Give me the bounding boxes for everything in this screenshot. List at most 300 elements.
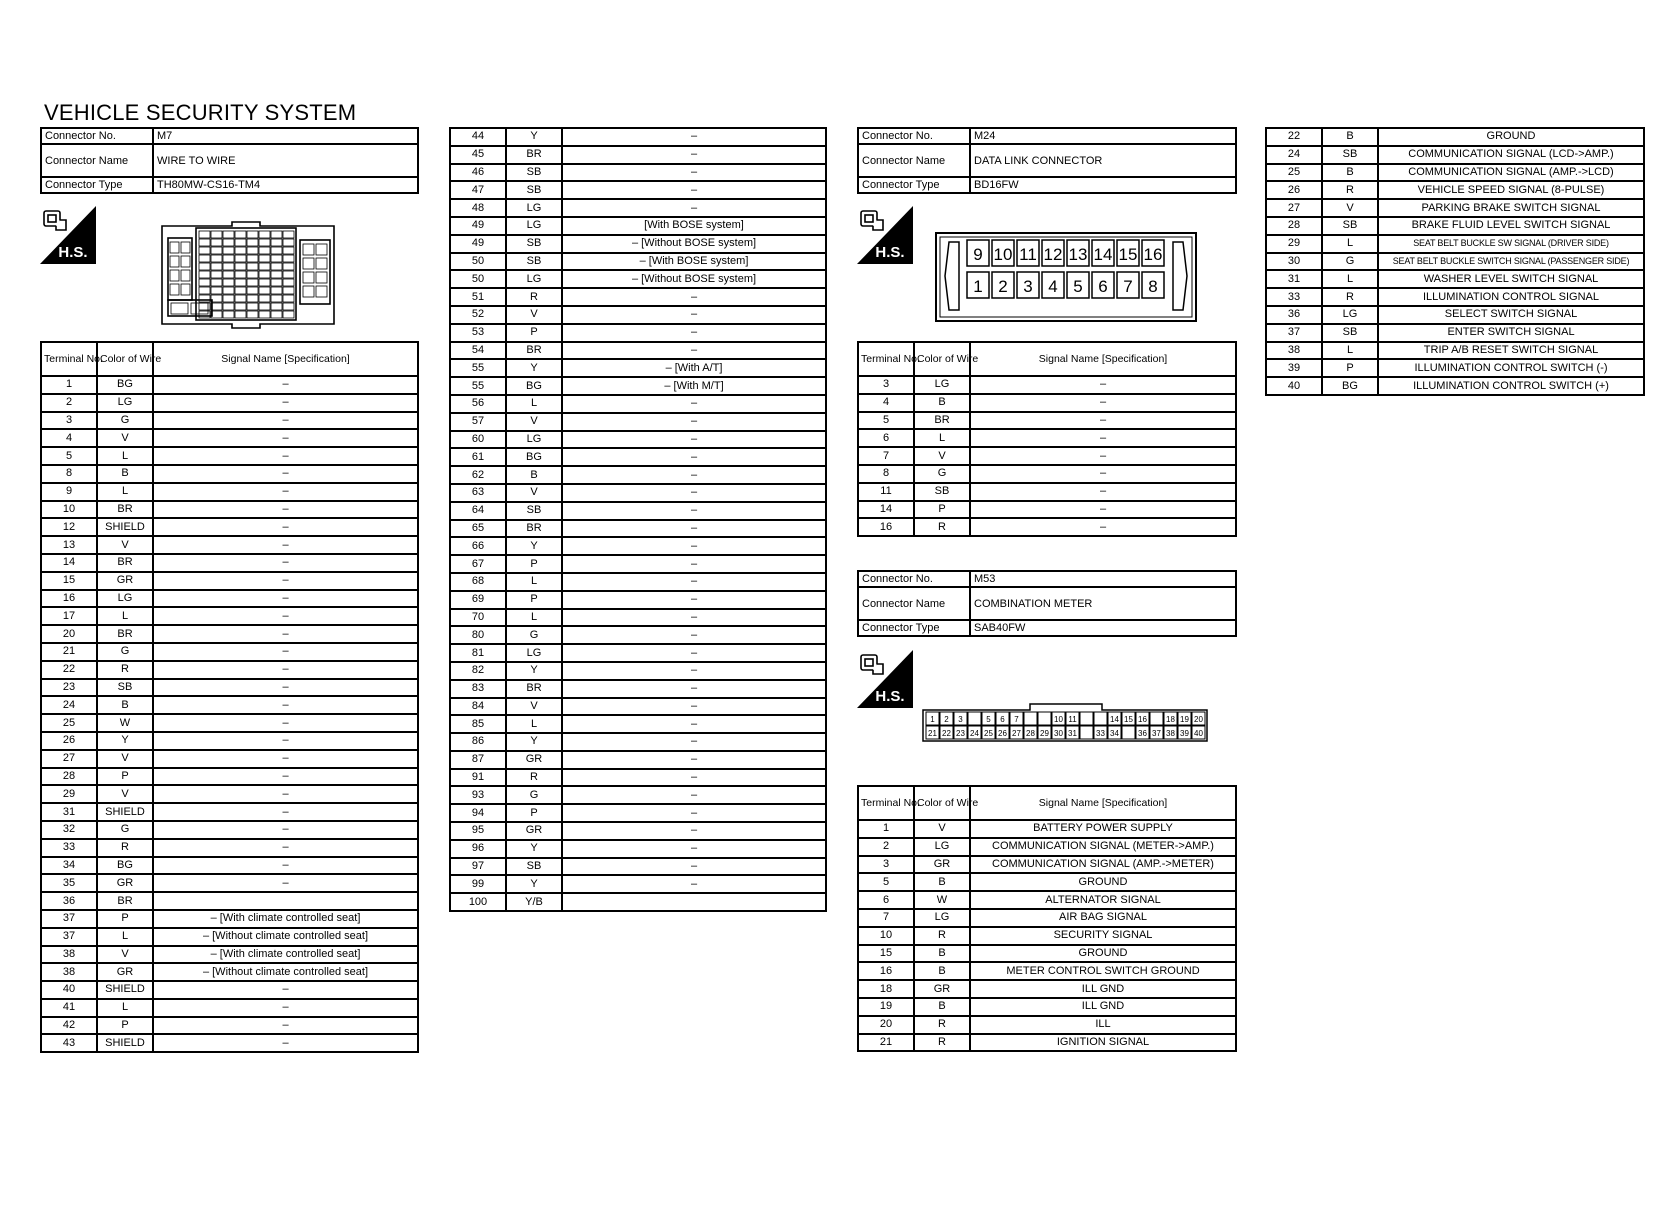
table-row (41, 572, 418, 590)
table-row (858, 838, 1236, 856)
signal-name-cell: IGNITION SIGNAL (970, 1034, 1236, 1052)
terminal-cell: 50 (450, 270, 506, 288)
terminal-cell: 14 (41, 554, 97, 572)
signal-name-cell (153, 892, 418, 910)
wire-color-cell: G (1322, 253, 1378, 271)
signal-name-cell: – (153, 821, 418, 839)
signal-name-cell: – (562, 680, 826, 698)
table-row (450, 466, 826, 484)
wire-color-cell: B (506, 466, 562, 484)
wire-color-cell: BR (914, 412, 970, 430)
table-row (450, 413, 826, 431)
pin-cell (271, 239, 282, 246)
signal-name-cell: – (153, 376, 418, 394)
wire-color-cell: B (914, 998, 970, 1016)
page-title: VEHICLE SECURITY SYSTEM (44, 100, 357, 125)
signal-name-cell: – (153, 714, 418, 732)
pin-cell (271, 303, 282, 310)
terminal-cell: 38 (1266, 342, 1322, 360)
wire-color-cell: B (97, 465, 153, 483)
table-row (450, 324, 826, 342)
terminal-cell: 5 (41, 447, 97, 465)
signal-name-cell: – (153, 465, 418, 483)
pin-cell (223, 287, 234, 294)
wire-color-cell: V (97, 785, 153, 803)
signal-name-cell: ILL GND (970, 998, 1236, 1016)
wire-color-cell: R (914, 1034, 970, 1052)
pin-label: 4 (1048, 277, 1058, 296)
pin-label: 28 (1026, 729, 1035, 738)
table-row (858, 429, 1236, 447)
wire-color-cell: SB (506, 164, 562, 182)
terminal-cell: 37 (41, 928, 97, 946)
wire-color-cell: V (1322, 199, 1378, 217)
table-row (450, 306, 826, 324)
wire-color-cell: BG (506, 448, 562, 466)
pin-cell (181, 270, 190, 281)
signal-name-cell: – (153, 874, 418, 892)
terminal-cell: 10 (41, 501, 97, 519)
wire-color-cell: B (97, 696, 153, 714)
signal-name-cell: – (562, 199, 826, 217)
table-row (858, 873, 1236, 891)
connector-type-label: Connector Type (41, 177, 153, 193)
table-row (450, 822, 826, 840)
terminal-cell: 3 (41, 412, 97, 430)
signal-name-cell: – (562, 626, 826, 644)
signal-name-header: Signal Name [Specification] (970, 786, 1236, 820)
pin-label: 13 (1068, 245, 1088, 264)
wire-color-cell: SB (506, 235, 562, 253)
wire-color-cell: P (1322, 359, 1378, 377)
table-row (1266, 253, 1644, 271)
pin-label: 11 (1068, 715, 1077, 724)
pin-cell (170, 284, 179, 295)
table-row (1266, 270, 1644, 288)
wire-color-cell: Y (506, 840, 562, 858)
wire-color-cell: P (914, 501, 970, 519)
terminal-cell: 33 (41, 839, 97, 857)
pin-cell (235, 295, 246, 302)
terminal-cell: 85 (450, 715, 506, 733)
table-row (858, 891, 1236, 909)
table-row (450, 698, 826, 716)
pin-cell (170, 256, 179, 267)
m53-terminal-table-1 (857, 785, 1237, 1052)
terminal-cell: 50 (450, 253, 506, 271)
terminal-cell: 26 (1266, 181, 1322, 199)
table-row (858, 856, 1236, 874)
pin-cell (181, 242, 190, 253)
table-row (450, 644, 826, 662)
signal-name-cell: COMMUNICATION SIGNAL (METER->AMP.) (970, 838, 1236, 856)
pin-cell (211, 255, 222, 262)
signal-name-cell: – [With A/T] (562, 359, 826, 377)
wire-color-cell: V (506, 413, 562, 431)
wire-color-cell: V (97, 946, 153, 964)
signal-name-cell: – (153, 732, 418, 750)
signal-name-cell: – (562, 573, 826, 591)
wire-color-cell: BR (97, 554, 153, 572)
pin-cell (223, 271, 234, 278)
signal-name-cell: GROUND (970, 945, 1236, 963)
terminal-cell: 5 (858, 873, 914, 891)
wire-color-cell: R (914, 1016, 970, 1034)
signal-name-cell: – (562, 324, 826, 342)
m7-terminal-table-2 (449, 127, 827, 912)
pin-label: 25 (984, 729, 993, 738)
pin-cell (223, 303, 234, 310)
pin-label: 14 (1110, 715, 1119, 724)
pin-cell (259, 303, 270, 310)
table-row (450, 128, 826, 146)
signal-name-cell: – (562, 164, 826, 182)
terminal-cell: 83 (450, 680, 506, 698)
terminal-cell: 47 (450, 181, 506, 199)
pin-cell (283, 311, 294, 318)
table-row (450, 484, 826, 502)
pin-cell (211, 287, 222, 294)
terminal-cell: 21 (858, 1034, 914, 1052)
pin-label: 18 (1166, 715, 1175, 724)
pin-cell (247, 239, 258, 246)
pin-label: 3 (1023, 277, 1033, 296)
signal-name-cell: – (562, 591, 826, 609)
terminal-cell: 82 (450, 662, 506, 680)
wire-color-cell: R (1322, 288, 1378, 306)
wire-color-cell: V (914, 447, 970, 465)
connector-type-value: BD16FW (970, 177, 1236, 193)
table-row (450, 235, 826, 253)
signal-name-cell: – (153, 554, 418, 572)
table-row (450, 431, 826, 449)
wire-color-cell: SHIELD (97, 1034, 153, 1052)
pin-cell (235, 303, 246, 310)
table-row (41, 946, 418, 964)
wire-color-cell: LG (506, 199, 562, 217)
m24-connector-face (935, 232, 1197, 322)
pin-label: 11 (1019, 245, 1037, 264)
pin-label: 1 (973, 277, 983, 296)
pin-cell (247, 247, 258, 254)
wire-color-cell: BR (506, 520, 562, 538)
table-row (41, 518, 418, 536)
signal-name-cell: – (562, 466, 826, 484)
wire-color-cell: L (506, 395, 562, 413)
pin-label: 27 (1012, 729, 1021, 738)
terminal-cell: 54 (450, 342, 506, 360)
connector-type-value: SAB40FW (970, 620, 1236, 636)
terminal-cell: 94 (450, 804, 506, 822)
terminal-cell: 81 (450, 644, 506, 662)
color-of-wire-header: Color of Wire (914, 342, 970, 376)
pin-cell (259, 271, 270, 278)
signal-name-cell: – (153, 518, 418, 536)
signal-name-cell: – (562, 181, 826, 199)
terminal-cell: 15 (41, 572, 97, 590)
table-row (858, 501, 1236, 519)
terminal-cell: 86 (450, 733, 506, 751)
wire-color-cell: BG (506, 377, 562, 395)
table-row (858, 1034, 1236, 1052)
pin-cell (223, 255, 234, 262)
table-row (858, 518, 1236, 536)
table-row (41, 857, 418, 875)
signal-name-cell: – (153, 607, 418, 625)
pin-cell (283, 295, 294, 302)
pin-label: 10 (993, 245, 1013, 264)
signal-name-cell: – [With climate controlled seat] (153, 910, 418, 928)
signal-name-cell: – (153, 572, 418, 590)
signal-name-cell: ILL (970, 1016, 1236, 1034)
wire-color-cell: B (914, 962, 970, 980)
terminal-cell: 49 (450, 235, 506, 253)
pin-label: 22 (942, 729, 951, 738)
table-row (858, 465, 1236, 483)
pin-cell (211, 231, 222, 238)
wire-color-cell: LG (97, 590, 153, 608)
signal-name-cell: – (970, 376, 1236, 394)
terminal-cell: 55 (450, 359, 506, 377)
signal-name-cell: – (970, 518, 1236, 536)
pin-label: 15 (1118, 245, 1138, 264)
pin-cell (283, 271, 294, 278)
terminal-cell: 66 (450, 537, 506, 555)
table-row (41, 768, 418, 786)
m24-connector-info (857, 127, 1237, 194)
signal-name-cell: – (153, 590, 418, 608)
table-row (41, 1017, 418, 1035)
signal-name-cell: – [Without BOSE system] (562, 270, 826, 288)
terminal-cell: 7 (858, 447, 914, 465)
m7-connector-face (160, 222, 336, 328)
wire-color-cell: SB (97, 679, 153, 697)
wire-color-cell: G (506, 786, 562, 804)
wire-color-cell: GR (914, 980, 970, 998)
pin-cell (235, 247, 246, 254)
table-row (41, 465, 418, 483)
wire-color-cell: P (97, 768, 153, 786)
wire-color-cell: GR (914, 856, 970, 874)
signal-name-cell: – (562, 804, 826, 822)
terminal-cell: 63 (450, 484, 506, 502)
pin-cell (259, 311, 270, 318)
wire-color-cell: LG (506, 217, 562, 235)
table-row (450, 769, 826, 787)
pin-cell (235, 263, 246, 270)
signal-name-cell: – (562, 128, 826, 146)
signal-name-header: Signal Name [Specification] (970, 342, 1236, 376)
wire-color-cell: V (97, 750, 153, 768)
connector-no-value: M24 (970, 128, 1236, 144)
terminal-cell: 55 (450, 377, 506, 395)
pin-cell (199, 247, 210, 254)
wire-color-cell: Y (506, 733, 562, 751)
terminal-cell: 36 (1266, 306, 1322, 324)
pin-cell (259, 255, 270, 262)
signal-name-cell: – (970, 429, 1236, 447)
pin-label: 8 (1148, 277, 1158, 296)
pin-cell (211, 247, 222, 254)
signal-name-cell: – (153, 857, 418, 875)
pin-cell (303, 272, 314, 283)
connector-name-value: DATA LINK CONNECTOR (970, 144, 1236, 177)
pin-label: 5 (1073, 277, 1083, 296)
signal-name-cell: – (562, 448, 826, 466)
m53-connector-info (857, 570, 1237, 637)
terminal-cell: 39 (1266, 359, 1322, 377)
signal-name-cell: COMMUNICATION SIGNAL (AMP.->LCD) (1378, 164, 1644, 182)
terminal-cell: 27 (1266, 199, 1322, 217)
terminal-cell: 25 (41, 714, 97, 732)
wire-color-cell: G (97, 821, 153, 839)
signal-name-cell: ALTERNATOR SIGNAL (970, 891, 1236, 909)
terminal-cell: 15 (858, 945, 914, 963)
wire-color-cell: LG (1322, 306, 1378, 324)
signal-name-cell: – (562, 733, 826, 751)
terminal-cell: 80 (450, 626, 506, 644)
terminal-cell: 96 (450, 840, 506, 858)
pin-cell (259, 295, 270, 302)
signal-name-cell: – (562, 662, 826, 680)
pin-cell (199, 239, 210, 246)
table-row (1266, 342, 1644, 360)
signal-name-cell: – (153, 625, 418, 643)
table-row (41, 429, 418, 447)
terminal-cell: 87 (450, 751, 506, 769)
signal-name-cell: – [With climate controlled seat] (153, 946, 418, 964)
m53-connector-face (922, 700, 1208, 742)
signal-name-cell: – (562, 395, 826, 413)
signal-name-cell: – (153, 785, 418, 803)
pin-label: 30 (1054, 729, 1063, 738)
wire-color-cell: SB (1322, 324, 1378, 342)
terminal-cell: 93 (450, 786, 506, 804)
signal-name-cell: – (153, 536, 418, 554)
pin-cell (1080, 726, 1093, 739)
wire-color-cell: V (97, 429, 153, 447)
pin-cell (1038, 712, 1051, 725)
wire-color-cell: V (506, 698, 562, 716)
terminal-cell: 24 (41, 696, 97, 714)
pin-label: 24 (970, 729, 979, 738)
pin-label: 16 (1143, 245, 1163, 264)
wire-color-cell: L (506, 609, 562, 627)
pin-cell (171, 303, 188, 314)
wire-color-cell: SHIELD (97, 518, 153, 536)
signal-name-cell: – (562, 520, 826, 538)
connector-no-value: M7 (153, 128, 418, 144)
terminal-cell: 16 (858, 962, 914, 980)
signal-name-cell: ENTER SWITCH SIGNAL (1378, 324, 1644, 342)
terminal-cell: 19 (858, 998, 914, 1016)
pin-cell (235, 231, 246, 238)
wire-color-cell: SB (506, 181, 562, 199)
pin-cell (271, 295, 282, 302)
wire-color-cell: P (97, 910, 153, 928)
hs-label: H.S. (58, 244, 88, 261)
table-row (450, 217, 826, 235)
wire-color-cell: LG (506, 270, 562, 288)
pin-cell (271, 231, 282, 238)
terminal-cell: 1 (858, 820, 914, 838)
terminal-cell: 68 (450, 573, 506, 591)
signal-name-cell: – (153, 501, 418, 519)
table-row (41, 839, 418, 857)
signal-name-cell: WASHER LEVEL SWITCH SIGNAL (1378, 270, 1644, 288)
table-row (858, 909, 1236, 927)
pin-label: 7 (1014, 715, 1019, 724)
pin-cell (283, 303, 294, 310)
table-row (41, 999, 418, 1017)
pin-label: 7 (1123, 277, 1133, 296)
wire-color-cell: BR (506, 680, 562, 698)
terminal-cell: 100 (450, 893, 506, 911)
pin-cell (235, 287, 246, 294)
wire-color-cell: LG (914, 376, 970, 394)
signal-name-cell: – (970, 501, 1236, 519)
pin-cell (247, 303, 258, 310)
signal-name-cell: – (153, 839, 418, 857)
signal-name-cell: COMMUNICATION SIGNAL (LCD->AMP.) (1378, 146, 1644, 164)
pin-cell (223, 295, 234, 302)
pin-cell (199, 231, 210, 238)
pin-cell (283, 255, 294, 262)
pin-cell (316, 272, 327, 283)
terminal-cell: 33 (1266, 288, 1322, 306)
pin-cell (247, 255, 258, 262)
terminal-cell: 38 (41, 946, 97, 964)
wire-color-cell: SHIELD (97, 803, 153, 821)
terminal-cell: 31 (41, 803, 97, 821)
terminal-cell: 51 (450, 288, 506, 306)
pin-label: 6 (1098, 277, 1108, 296)
table-row (41, 590, 418, 608)
pin-cell (303, 258, 314, 269)
signal-name-cell: – (153, 768, 418, 786)
pin-cell (223, 279, 234, 286)
pin-cell (316, 244, 327, 255)
terminal-cell: 31 (1266, 270, 1322, 288)
signal-name-cell: SECURITY SIGNAL (970, 927, 1236, 945)
table-row (41, 501, 418, 519)
terminal-cell: 40 (41, 981, 97, 999)
wire-color-cell: SB (506, 502, 562, 520)
terminal-cell: 42 (41, 1017, 97, 1035)
pin-cell (259, 239, 270, 246)
signal-name-cell: – (153, 394, 418, 412)
table-row (450, 875, 826, 893)
pin-cell (199, 255, 210, 262)
table-row (858, 945, 1236, 963)
terminal-no-header: Terminal No. (858, 786, 914, 820)
terminal-cell: 67 (450, 555, 506, 573)
table-row (41, 607, 418, 625)
wire-color-cell: SB (506, 858, 562, 876)
m7-connector-info (40, 127, 419, 194)
wire-color-cell: Y/B (506, 893, 562, 911)
wire-color-cell: L (97, 999, 153, 1017)
signal-name-cell: – (153, 661, 418, 679)
connector-no-label: Connector No. (41, 128, 153, 144)
table-row (450, 146, 826, 164)
wire-color-cell: R (506, 288, 562, 306)
terminal-cell: 36 (41, 892, 97, 910)
table-row (41, 928, 418, 946)
pin-label: 38 (1166, 729, 1175, 738)
table-row (450, 609, 826, 627)
terminal-cell: 8 (41, 465, 97, 483)
